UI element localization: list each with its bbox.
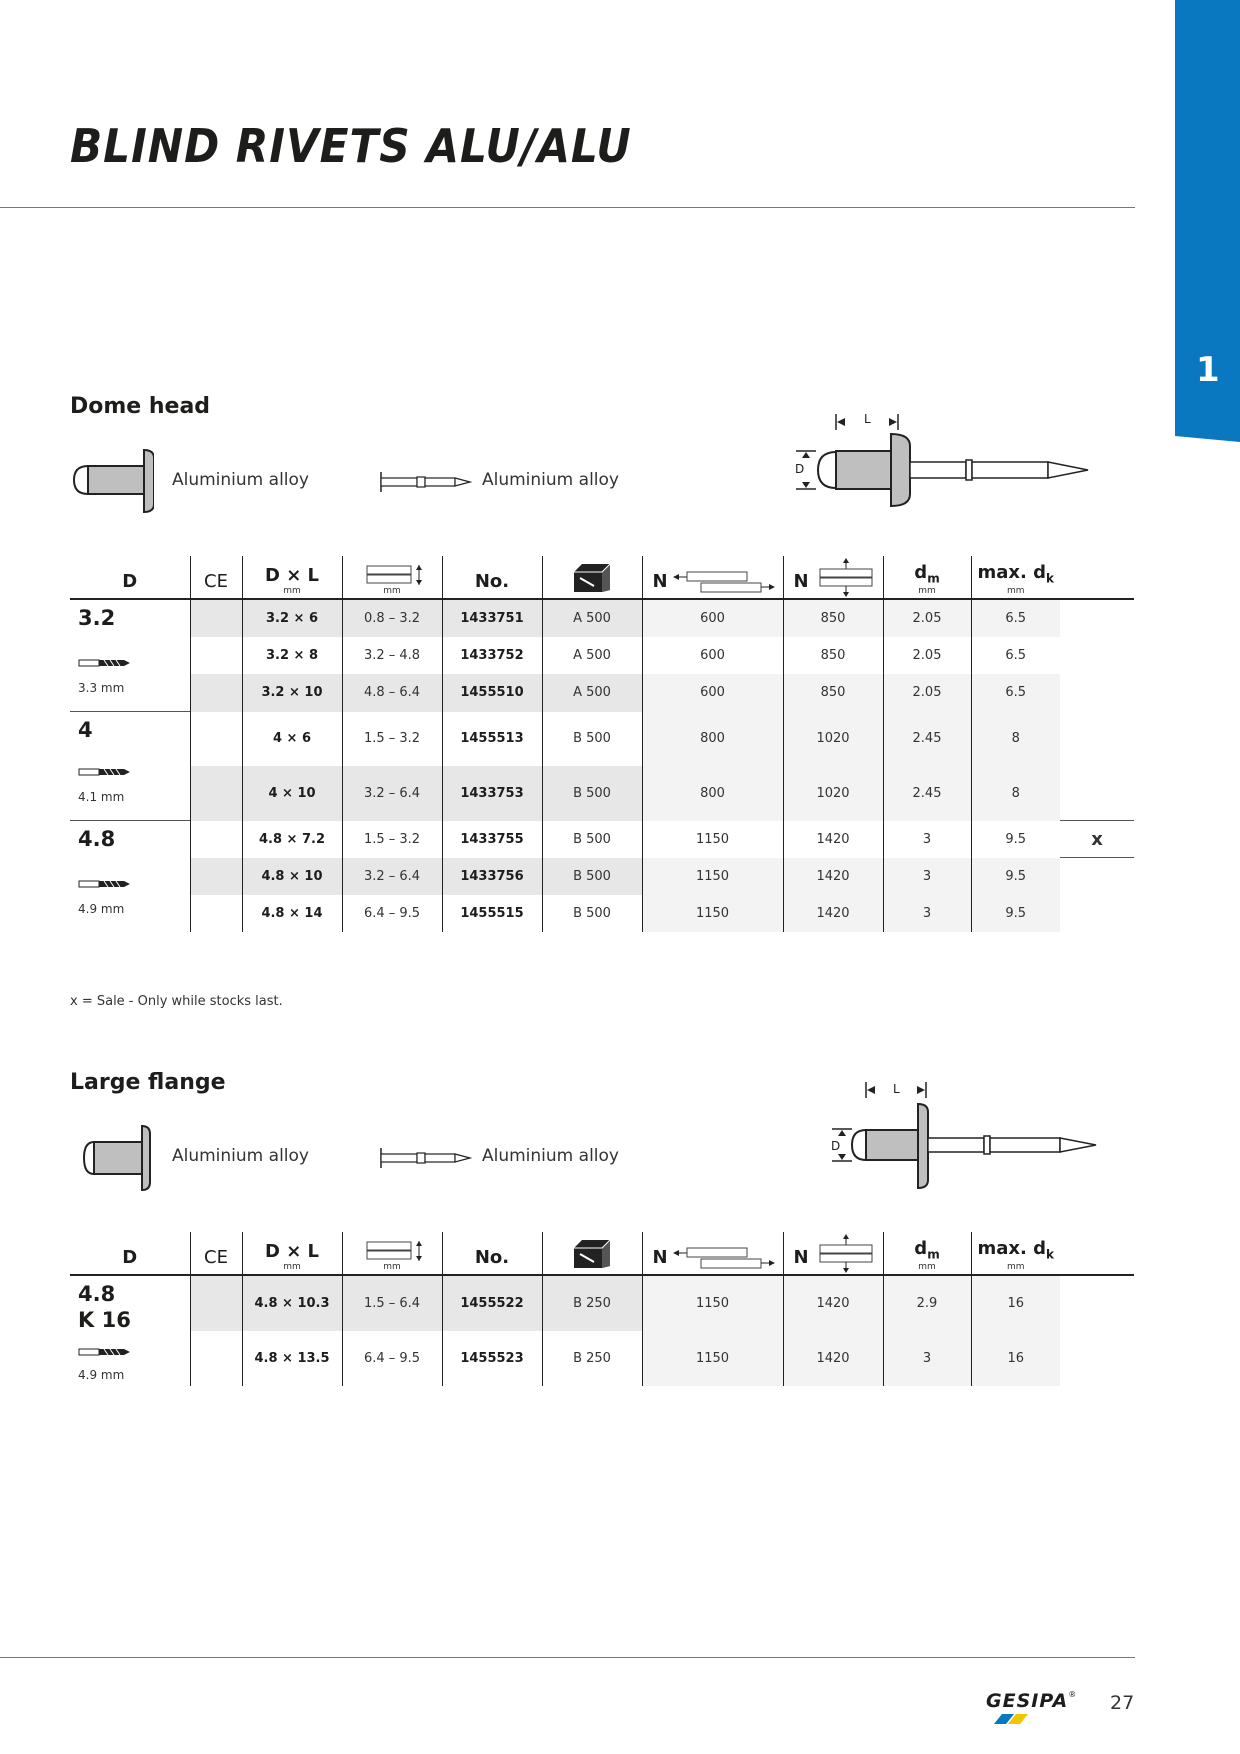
tensile-force-cell: 1020 [783,712,883,767]
col-dxl: D × L mm [242,556,342,599]
flange-mandrel-icon [380,1146,472,1170]
diameter-k-value: K 16 [78,1308,131,1332]
dome-diagram-diameter-label: D [795,462,805,476]
dk-cell: 9.5 [971,821,1060,858]
tensile-force-icon [818,1234,878,1274]
drill-bit-icon [78,766,130,778]
col-ce: CE [190,556,242,599]
table-row [70,766,1134,821]
dome-rivet-diagram [790,400,1090,512]
shear-force-cell: 1150 [642,895,783,932]
diameter-cell [70,599,190,712]
col-grip: mm [342,556,442,599]
shear-force-cell: 1150 [642,1331,783,1387]
dxl-cell: 4.8 × 10.3 [242,1275,342,1331]
flange-body-material: Aluminium alloy [172,1146,309,1166]
shear-force-cell: 800 [642,712,783,767]
col-d: D [122,571,138,592]
flange-mandrel-material: Aluminium alloy [482,1146,619,1166]
article-number-cell: 1455523 [442,1331,542,1387]
col-tensile: N [783,556,883,599]
large-flange-table [70,1232,1134,1386]
shear-force-cell: 600 [642,637,783,675]
grip-range-cell: 1.5 – 3.2 [342,712,442,767]
grip-range-icon [357,564,427,586]
grip-range-cell: 4.8 – 6.4 [342,674,442,712]
dk-cell: 6.5 [971,637,1060,675]
dm-cell: 3 [883,858,971,895]
flange-diagram-length-label: L [893,1082,900,1096]
col-dm: $d_m$ mm [883,556,971,599]
article-number-cell: 1433751 [442,599,542,637]
grip-range-cell: 0.8 – 3.2 [342,599,442,637]
dk-cell: 6.5 [971,674,1060,712]
diameter-value: 4.8 [78,827,116,851]
col-dk: max. $d_k$ mm [971,556,1060,599]
diameter-cell [70,821,190,933]
grip-range-cell: 6.4 – 9.5 [342,895,442,932]
tensile-force-cell: 1020 [783,766,883,821]
table-row [70,821,1134,858]
table-row [70,858,1134,895]
tensile-force-cell: 1420 [783,1331,883,1387]
drill-bit-icon [78,878,130,890]
chapter-number: 1 [1196,350,1220,390]
drill-size: 4.9 mm [78,902,125,916]
article-number-cell: 1455522 [442,1275,542,1331]
tensile-force-cell: 850 [783,637,883,675]
table-row [70,1275,1134,1331]
dm-cell: 3 [883,821,971,858]
article-number-cell: 1433756 [442,858,542,895]
col-no: No. [442,556,542,599]
flange-rivet-body-icon [80,1124,152,1192]
drill-size: 4.1 mm [78,790,125,804]
tensile-force-icon [818,558,878,598]
col-dk: max. $d_k$ mm [971,1232,1060,1275]
col-sale [1060,1232,1134,1275]
ce-cell [190,895,242,932]
table-row [70,1331,1134,1387]
packaging-cell: B 500 [542,858,642,895]
grip-range-cell: 3.2 – 6.4 [342,858,442,895]
sale-blank [1060,766,1134,821]
dxl-cell: 3.2 × 8 [242,637,342,675]
sale-marker: x [1060,821,1134,858]
shear-force-cell: 600 [642,599,783,637]
tensile-force-cell: 1420 [783,895,883,932]
dk-cell: 9.5 [971,858,1060,895]
table-row [70,599,1134,637]
packaging-cell: B 250 [542,1331,642,1387]
col-dm: $d_m$ mm [883,1232,971,1275]
tensile-force-cell: 1420 [783,821,883,858]
drill-size: 4.9 mm [78,1368,125,1382]
article-number-cell: 1433755 [442,821,542,858]
col-pack [542,1232,642,1275]
packaging-cell: A 500 [542,674,642,712]
packaging-cell: B 500 [542,895,642,932]
package-box-icon [572,1238,612,1270]
sale-blank [1060,637,1134,675]
dk-cell: 9.5 [971,895,1060,932]
ce-cell [190,1331,242,1387]
dk-cell: 16 [971,1275,1060,1331]
ce-cell [190,1275,242,1331]
ce-cell [190,821,242,858]
packaging-cell: B 250 [542,1275,642,1331]
table-row [70,895,1134,932]
sale-blank [1060,674,1134,712]
dxl-cell: 4.8 × 13.5 [242,1331,342,1387]
sale-footnote: x = Sale - Only while stocks last. [70,994,283,1009]
col-shear: N [642,1232,783,1275]
dome-mandrel-material: Aluminium alloy [482,470,619,490]
packaging-cell: B 500 [542,766,642,821]
dm-cell: 3 [883,895,971,932]
shear-force-cell: 1150 [642,858,783,895]
grip-range-icon [357,1240,427,1262]
packaging-cell: A 500 [542,637,642,675]
tensile-force-cell: 850 [783,599,883,637]
col-ce: CE [190,1232,242,1275]
section-title-flange: Large flange [70,1070,226,1095]
col-pack [542,556,642,599]
shear-force-cell: 1150 [642,821,783,858]
dm-cell: 2.05 [883,637,971,675]
dm-cell: 2.45 [883,712,971,767]
brand-logo-swoosh [994,1714,1034,1724]
dxl-cell: 4 × 6 [242,712,342,767]
page-number: 27 [1110,1692,1135,1714]
grip-range-cell: 6.4 – 9.5 [342,1331,442,1387]
table-row [70,712,1134,767]
dxl-cell: 4 × 10 [242,766,342,821]
dxl-cell: 4.8 × 14 [242,895,342,932]
shear-force-icon [673,1246,777,1270]
tensile-force-cell: 1420 [783,858,883,895]
ce-cell [190,858,242,895]
col-tensile: N [783,1232,883,1275]
tensile-force-cell: 1420 [783,1275,883,1331]
diameter-value: 4 [78,718,93,742]
tensile-force-cell: 850 [783,674,883,712]
article-number-cell: 1433752 [442,637,542,675]
col-no: No. [442,1232,542,1275]
shear-force-cell: 600 [642,674,783,712]
dome-diagram-length-label: L [864,412,871,426]
dxl-cell: 3.2 × 6 [242,599,342,637]
grip-range-cell: 1.5 – 6.4 [342,1275,442,1331]
dome-mandrel-icon [380,470,472,494]
packaging-cell: A 500 [542,599,642,637]
ce-cell [190,674,242,712]
dk-cell: 6.5 [971,599,1060,637]
ce-cell [190,637,242,675]
article-number-cell: 1433753 [442,766,542,821]
package-box-icon [572,562,612,594]
shear-force-cell: 1150 [642,1275,783,1331]
table-row [70,637,1134,675]
grip-range-cell: 1.5 – 3.2 [342,821,442,858]
grip-range-cell: 3.2 – 4.8 [342,637,442,675]
ce-cell [190,712,242,767]
dxl-cell: 4.8 × 7.2 [242,821,342,858]
sale-blank [1060,1275,1134,1331]
dm-cell: 2.05 [883,674,971,712]
dm-cell: 3 [883,1331,971,1387]
dk-cell: 16 [971,1331,1060,1387]
col-sale [1060,556,1134,599]
article-number-cell: 1455515 [442,895,542,932]
table-row [70,674,1134,712]
sale-blank [1060,1331,1134,1387]
flange-rivet-diagram [820,1076,1100,1194]
dxl-cell: 3.2 × 10 [242,674,342,712]
dm-cell: 2.05 [883,599,971,637]
flange-diagram-diameter-label: D [831,1139,841,1153]
drill-bit-icon [78,657,130,669]
dome-rivet-body-icon [70,448,154,514]
dxl-cell: 4.8 × 10 [242,858,342,895]
dm-cell: 2.45 [883,766,971,821]
sale-blank [1060,895,1134,932]
col-d: D [122,1247,138,1268]
title-rule [0,207,1135,208]
sale-blank [1060,712,1134,767]
shear-force-icon [673,570,777,594]
ce-cell [190,766,242,821]
brand-logo: GESIPA® [986,1690,1076,1712]
page-title: BLIND RIVETS ALU/ALU [70,119,632,173]
col-dxl: D × L mm [242,1232,342,1275]
diameter-cell [70,712,190,821]
sale-blank [1060,599,1134,637]
col-shear: N [642,556,783,599]
dm-cell: 2.9 [883,1275,971,1331]
diameter-value: 3.2 [78,606,116,630]
sale-blank [1060,858,1134,895]
col-grip: mm [342,1232,442,1275]
dk-cell: 8 [971,712,1060,767]
ce-cell [190,599,242,637]
drill-size: 3.3 mm [78,681,125,695]
drill-bit-icon [78,1346,130,1358]
packaging-cell: B 500 [542,712,642,767]
diameter-value: 4.8 [78,1282,116,1306]
packaging-cell: B 500 [542,821,642,858]
article-number-cell: 1455510 [442,674,542,712]
footer-rule [0,1657,1135,1658]
dome-body-material: Aluminium alloy [172,470,309,490]
dome-head-table [70,556,1134,932]
dk-cell: 8 [971,766,1060,821]
grip-range-cell: 3.2 – 6.4 [342,766,442,821]
diameter-cell [70,1275,190,1386]
section-title-dome: Dome head [70,394,211,419]
article-number-cell: 1455513 [442,712,542,767]
shear-force-cell: 800 [642,766,783,821]
